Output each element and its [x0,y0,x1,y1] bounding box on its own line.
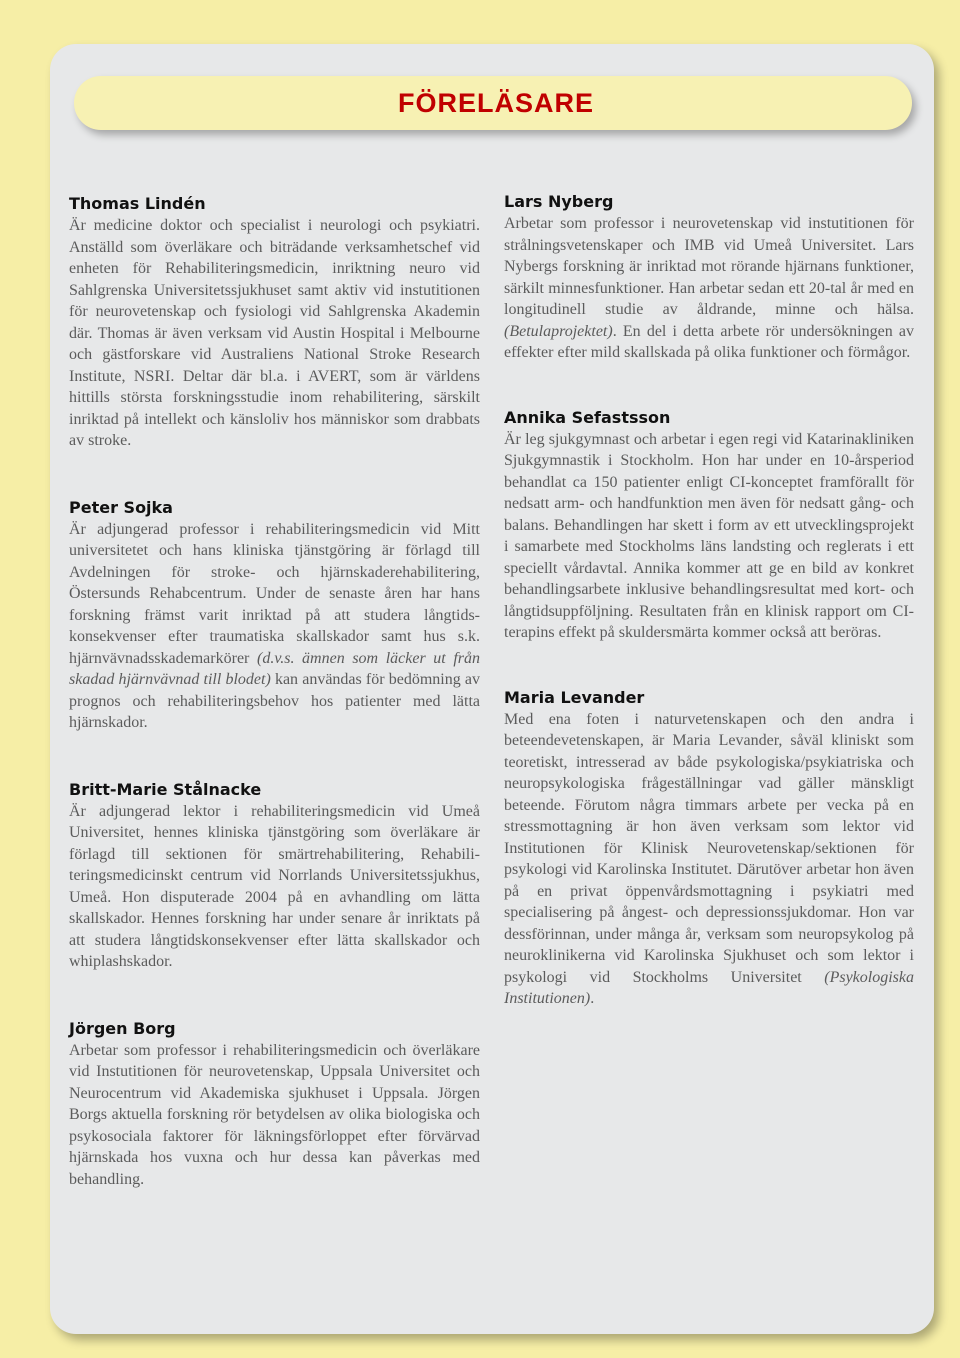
lecturer-name: Britt-Marie Stålnacke [69,779,262,799]
lecturer-lars-nyberg [504,192,914,364]
lecturer-name: Lars Nyberg [504,192,614,211]
lecturer-annika-sefastsson [504,408,914,644]
lecturer-bio: Är medicine doktor och specialist i neurologi och psykiatri. Anställd som överläkare och biträdande verksamhetschef vid enheten för Rehabiliteringsmedicin, inriktning neuro vid Sahlgrenska Universitetssjukhuset samt aktiv vid instutitionen för neurovetenskap och fysiologi vid Sahlgrenska Akademin där. Thomas är även verksam vid Austin Hospital i Melbourne och gästforskare vid Australiens National Stroke Research Institute, NSRI. Deltar där bl.a. i AVERT, som är världens hittills största forskningsstudie inom rehabilitering, särskilt inriktad på intellekt och känsloliv hos människor som drabbats av stroke. [69,217,480,449]
lecturer-name: Peter Sojka [69,497,173,517]
left-column [69,194,480,1190]
lecturer-bio: Arbetar som professor i neurovetenskap vid instutitionen för strålningsvetenskaper och IMB vid Umeå Universitet. Lars Nybergs forskning är inriktad mot rörande hjärnans funktioner, särkilt minnesfunktioner. Han arbetar sedan ett 20-tal år med en longitudinell studie av åldrande, minne och hälsa. (Betulaprojektet). En del i detta arbete rör undersökningen av effekter efter mild skallskada på olika funktioner och förmågor. [504,215,914,361]
lecturer-maria-levander [504,688,914,1010]
lecturer-peter-sojka [69,498,480,734]
right-column [504,192,914,1010]
lecturer-bio: Är adjungerad lektor i rehabiliteringsmedicin vid Umeå Universitet, hennes kliniska tjänstgöring som överläkare är förlagd till sektionen för smärtrehabilitering, Rehabiliteringsmedicinskt centrum vid Norrlands Universitetssjukhus, Umeå. Hon disputerade 2004 på en avhandling om lätta skallskador. Hennes forskning har under senare år inriktats på att studera långtidskonsekvenser efter lätta skallskador och whiplashskador. [69,802,480,970]
lecturer-name: Thomas Lindén [69,194,206,213]
lecturer-name: Annika Sefastsson [504,407,671,427]
lecturer-bio: Är adjungerad professor i rehabiliteringsmedicin vid Mitt universitetet och hans kliniska tjänstgöring är förlagd till Avdelningen för stroke- och hjärnskaderehabilitering, Östersunds Rehabcentrum. Under de senaste åren har hans forskning främst varit inriktad på att studera långtidskonsekvenser efter traumatiska skallskador samt hus s.k. hjärnvävnadsskademarkörer (d.v.s. ämnen som läcker ut från skadad hjärnvävnad till blodet) kan användas för bedömning av prognos och rehabiliteringsbehov hos patienter med lätta hjärnskador. [69,520,481,731]
lecturer-bio: Är leg sjukgymnast och arbetar i egen regi vid Katarinakliniken Sjukgymnastik i Stockholm. Hon har under en 10-årsperiod behandlat ca 150 patienter enligt CI-konceptet framförallt för nedsatt arm- och handfunktion men även för nedsatt gång- och balans. Behandlingen har skett i form av ett utvecklingsprojekt i samarbete med Stockholms läns landsting och reglerats i ett speciellt vårdavtal. Annika kommer att ge en bild av konkret behandlingsarbete inklusive behandlingsresultat med kort- och långtidsuppföljning. Resultaten från en klinisk rapport om CI-terapins effekt på skuldersmärta kommer också att beröras. [504,430,914,641]
lecturer-name: Jörgen Borg [69,1018,176,1038]
page-title: FÖRELÄSARE [397,87,594,118]
lecturer-britt-marie-stalnacke [69,780,480,973]
lecturer-bio: Med ena foten i naturvetenskapen och den andra i beteendevetenskapen, är Maria Levander, såväl kliniskt som teoretiskt, intresserad av både psykologiska/psykiatriska och neuropsykologiska frågeställningar vad gäller mänskligt beteende. Förutom några timmars arbete per vecka på en stressmottagning är hon även verksam som lektor vid Institutionen för Klinisk Neurovetenskap/sektionen för psykologi vid Karolinska Institutet. Därutöver arbetar hon även på en privat öppenvårdsmottagning i psykiatri med specialisering på ångest- och depressionssjukdomar. Hon var dessförinnan, under många år, verksam som neuropsykolog på neuroklinikerna vid Karolinska Sjukhuset och som lektor i psykologi vid Stockholms Universitet (Psykologiska Institutionen). [504,710,914,1007]
lecturer-thomas-linden [69,194,480,452]
title-banner [74,76,912,130]
lecturer-jorgen-borg [69,1019,480,1191]
lecturer-name: Maria Levander [504,687,645,707]
lecturer-bio: Arbetar som professor i rehabiliteringsmedicin och överläkare vid Instutitionen för neurovetenskap, Uppsala Universitet och Neurocentrum vid Akademiska sjukhuset i Uppsala. Jörgen Borgs aktuella forskning rör betydelsen av olika biologiska och psykosociala faktorer för läkningsförloppet efter förvärvad hjärnskada hos vuxna och hur dessa kan påverkas med behandling. [69,1041,480,1188]
